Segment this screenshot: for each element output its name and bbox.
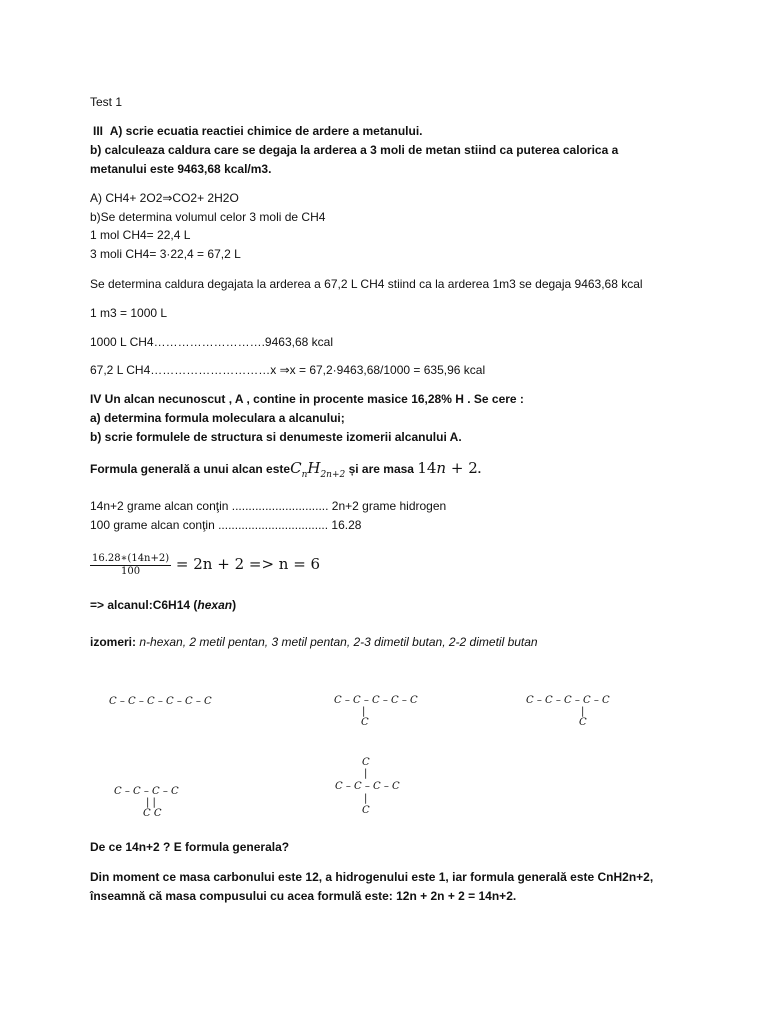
formula-mass: 14n + 2 [417,459,478,477]
isomers-label: izomeri: [90,635,137,649]
structure-3-methylpentane-bond: | [581,706,585,717]
proportion-row-2: 100 grame alcan conţin ................................. 16.28 [90,518,362,532]
structure-2-methylpentane-chain: C – C – C – C – C [334,695,418,706]
isomers-line [90,634,538,650]
test-title: Test 1 [90,95,123,109]
equation-rhs: = 2n + 2 => n = 6 [175,555,321,573]
proportion-row-1: 14n+2 grame alcan conţin ............................. 2n+2 grame hidrogen [90,499,447,513]
formula-cnh2n2: $C_nH_{2n+2}$ [290,459,346,480]
structure-3-methylpentane-branch: C [579,717,587,728]
formula-pre: Formula generală a unui alcan este [90,462,291,476]
structure-3-methylpentane-chain: C – C – C – C – C [526,695,610,706]
heat-statement: Se determina caldura degajata la arderea a 67,2 L CH4 stiind ca la arderea 1m3 se degaja 9463,68 kcal [90,277,643,291]
result-post: ) [232,598,237,612]
structure-2-2-dimethylbutane-bond-bottom: | [364,793,368,804]
ratio-line-2: 67,2 L CH4…………………………x ⇒x = 67,2·9463,68/1000 = 635,96 kcal [90,363,486,377]
structure-2-3-dimethylbutane-bonds: | | [146,797,156,808]
structure-2-3-dimethylbutane-branches: C C [143,808,162,819]
structure-2-2-dimethylbutane-chain: C – C – C – C [335,781,400,792]
why-question: De ce 14n+2 ? E formula generala? [90,840,290,854]
equation-denominator: 100 [121,565,141,577]
structure-2-2-dimethylbutane-bond-top: | [364,768,368,779]
q3-line3: metanului este 9463,68 kcal/m3. [90,162,272,176]
q3-line1 [93,123,423,139]
q4-line3: b) scrie formulele de structura si denumeste izomerii alcanului A. [90,430,462,444]
structure-n-hexane: C – C – C – C – C – C [109,696,212,707]
result-pre: => alcanul:C6H14 ( [90,598,198,612]
equation-fraction [90,553,171,578]
why-answer-1: Din moment ce masa carbonului este 12, a hidrogenului este 1, iar formula generală este CnH2n+2, [90,870,654,884]
structure-2-3-dimethylbutane-chain: C – C – C – C [114,786,179,797]
isomers-list: n-hexan, 2 metil pentan, 3 metil pentan, 2-3 dimetil butan, 2-2 dimetil butan [139,635,538,649]
answer-a: A) CH4+ 2O2⇒CO2+ 2H2O [90,191,239,205]
result-line [90,597,236,613]
answer-b1: b)Se determina volumul celor 3 moli de CH4 [90,210,326,224]
conversion-m3: 1 m3 = 1000 L [90,306,168,320]
q3-line2: b) calculeaza caldura care se degaja la arderea a 3 moli de metan stiind ca puterea calorica a [90,143,619,157]
q3-roman-numeral: III [93,124,104,138]
ratio-line-1: 1000 L CH4……………………….9463,68 kcal [90,335,333,349]
general-formula-line [90,458,481,485]
result-name: hexan [197,598,233,612]
formula-tail: . [477,462,482,476]
q4-line1: IV Un alcan necunoscut , A , contine in procente masice 16,28% H . Se cere : [90,392,524,406]
equation-numerator: 16.28∗(14n+2) [92,552,170,564]
structure-2-methylpentane-bond: | [362,706,366,717]
structure-2-methylpentane-branch: C [361,717,369,728]
q3-part-a: A) scrie ecuatia reactiei chimice de ardere a metanului. [109,124,423,138]
structure-2-2-dimethylbutane-bottom: C [362,805,370,816]
q4-line2: a) determina formula moleculara a alcanului; [90,411,345,425]
answer-b2: 1 mol CH4= 22,4 L [90,228,191,242]
equation [90,551,320,578]
answer-b3: 3 moli CH4= 3·22,4 = 67,2 L [90,247,241,261]
structure-2-2-dimethylbutane-top: C [362,757,370,768]
why-answer-2: înseamnă că masa compusului cu acea formulă este: 12n + 2n + 2 = 14n+2. [90,889,517,903]
formula-mid: și are masa [348,462,414,476]
